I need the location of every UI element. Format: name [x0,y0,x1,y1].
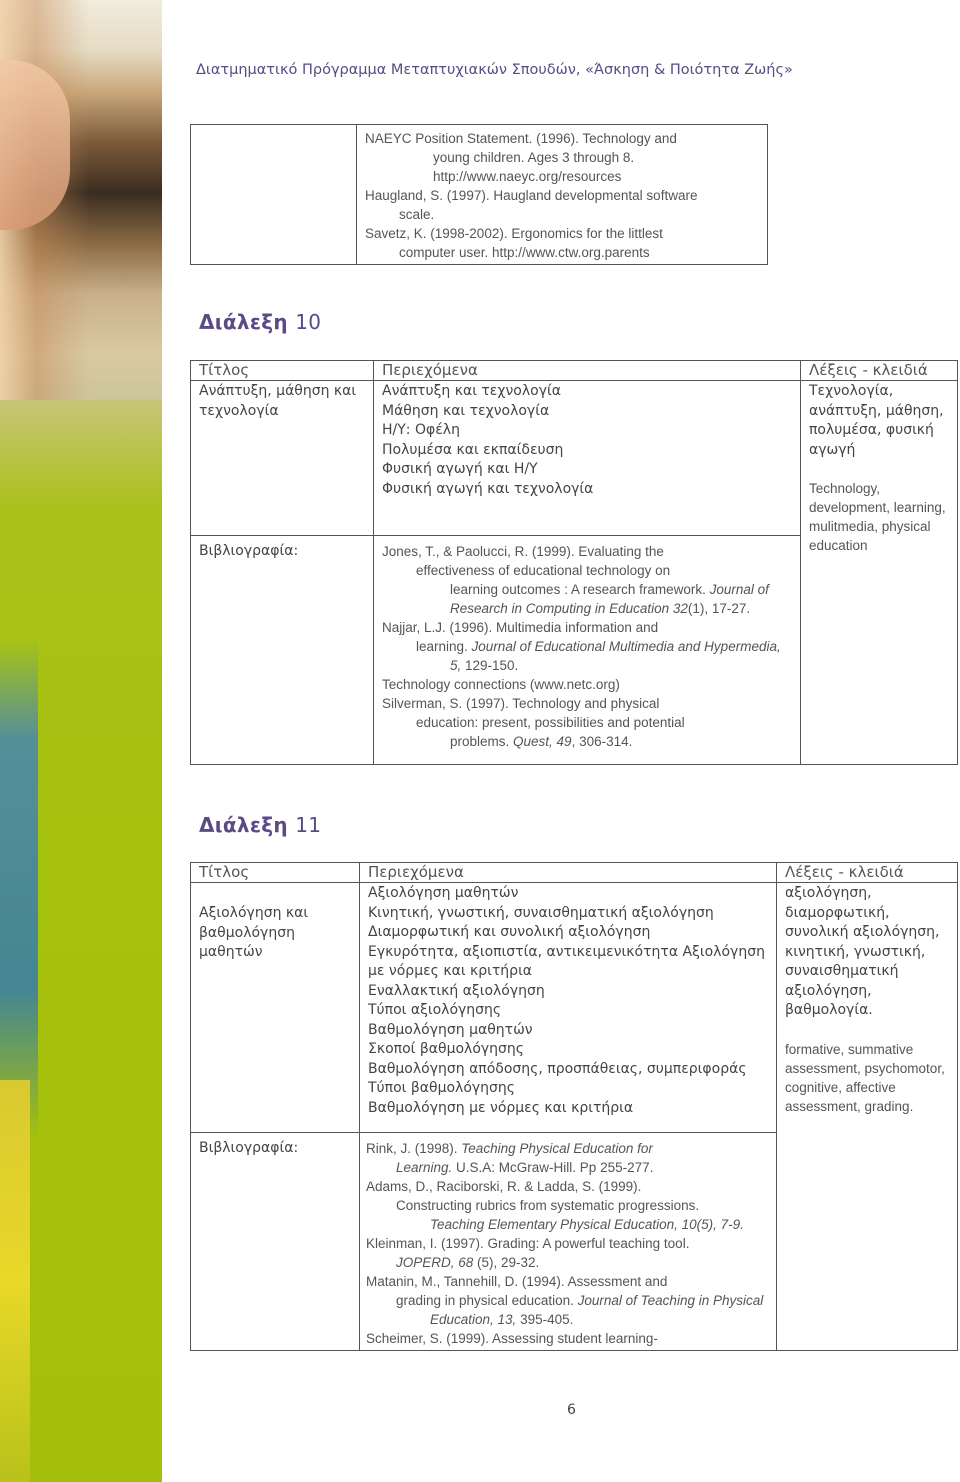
ref-haugland [365,186,759,224]
content-item: Εναλλακτική αξιολόγηση [368,982,545,999]
top-references-table [190,124,768,265]
col-title-header: Τίτλος [191,361,374,381]
ref-text: Constructing rubrics from systematic progressions. [396,1198,700,1213]
ref-naeyc [365,129,759,186]
ref-text: Kleinman, I. (1997). Grading: A powerful teaching tool. [366,1236,690,1251]
page-header: Διατμηματικό Πρόγραμμα Μεταπτυχιακών Σπουδών, «Άσκηση & Ποιότητα Ζωής» [196,62,793,78]
ref-adams [366,1177,768,1234]
col-keywords-header: Λέξεις - κλειδιά [801,361,958,381]
lecture-10-table [190,360,958,765]
lecture-title-cell: Ανάπτυξη, μάθηση και τεχνολογία [191,381,374,536]
ref-text: (1), 17-27. [687,601,751,616]
col-content-header: Περιεχόμενα [360,863,777,883]
content-item: Ανάπτυξη και τεχνολογία [382,383,561,399]
ref-najjar [382,618,792,675]
ref-text: , 306-314. [571,734,633,749]
ref-journal: Journal of Educational Multimedia and Hypermedia, 5, [450,639,781,673]
ref-text: Silverman, S. (1997). Technology and physical [382,696,660,711]
ref-rink [366,1139,768,1177]
lecture-number: 11 [295,813,322,837]
content-item: Διαμορφωτική και συνολική αξιολόγηση [368,924,651,940]
content-item: με νόρμες και κριτήρια [368,963,533,979]
content-item: Βαθμολόγηση με νόρμες και κριτήρια [368,1099,634,1116]
lecture-10-heading [199,310,321,334]
keywords-cell [801,381,958,765]
bibliography-cell [374,536,801,765]
bibliography-label: Βιβλιογραφία: [191,536,374,765]
content-item: Αξιολόγηση μαθητών [368,885,519,901]
ref-text: scale. [399,207,435,222]
content-item: Βαθμολόγηση απόδοσης, προσπάθειας, συμπεριφοράς [368,1060,747,1077]
ref-journal: Journal of Research in Computing in Education 32 [450,582,769,616]
page-number: 6 [567,1402,576,1418]
keywords-english: Technology, development, learning, mulitmedia, physical education [809,481,946,553]
ref-text: (5), 29-32. [473,1255,540,1270]
ref-text: Haugland, S. (1997). Haugland developmental software [365,188,698,203]
content-item: Φυσική αγωγή και τεχνολογία [382,480,594,497]
ref-jones [382,542,792,618]
lecture-title-cell: Αξιολόγηση και βαθμολόγηση μαθητών [191,883,360,1133]
decorative-side-strip [0,0,162,1482]
content-item: Μάθηση και τεχνολογία [382,402,550,419]
col-content-header: Περιεχόμενα [374,361,801,381]
ref-text: learning. [416,639,472,654]
content-item: Η/Υ: Οφέλη [382,422,460,438]
ref-journal: Journal of Teaching in Physical Education, 13, [430,1293,764,1327]
top-references-cell [357,125,768,265]
ref-text: 395-405. [516,1312,574,1327]
col-keywords-header: Λέξεις - κλειδιά [777,863,958,883]
lecture-11-heading [199,813,321,837]
ref-text: Jones, T., & Paolucci, R. (1999). Evaluating the [382,544,664,559]
ref-link[interactable]: http://www.naeyc.org/resources [433,169,622,184]
bibliography-label: Βιβλιογραφία: [191,1133,360,1351]
ref-text: Matanin, M., Tannehill, D. (1994). Assessment and [366,1274,668,1289]
ref-matanin [366,1272,768,1329]
ref-text: Technology connections (www.netc.org) [382,677,620,692]
content-item: Τύποι βαθμολόγησης [368,1080,516,1096]
ref-book: Learning. [396,1160,453,1175]
keywords-cell [777,883,958,1351]
ref-text: Najjar, L.J. (1996). Multimedia information and [382,620,659,635]
lecture-label: Διάλεξη [199,310,288,334]
ref-text: young children. Ages 3 through 8. [433,150,635,165]
ref-text: problems. [450,734,514,749]
ref-book: Teaching Physical Education for [461,1141,653,1156]
empty-cell [191,125,357,265]
ref-journal: Teaching Elementary Physical Education, 10(5), 7-9. [430,1217,744,1232]
ref-text: NAEYC Position Statement. (1996). Technology and [365,131,677,146]
content-item: Πολυμέσα και εκπαίδευση [382,441,564,458]
content-item: Βαθμολόγηση μαθητών [368,1021,533,1038]
ref-text: 129-150. [461,658,519,673]
keywords-greek: αξιολόγηση, διαμορφωτική, συνολική αξιολόγηση, κινητική, γνωστική, συναισθηματική αξιολόγηση, βαθμολογία. [785,885,940,1018]
ref-text: grading in physical education. [396,1293,578,1308]
ref-text: U.S.A: McGraw-Hill. Pp 255-277. [452,1160,654,1175]
content-item: Τύποι αξιολόγησης [368,1002,502,1018]
lecture-number: 10 [295,310,322,334]
bibliography-cell [360,1133,777,1351]
ref-text: Rink, J. (1998). [366,1141,462,1156]
lecture-label: Διάλεξη [199,813,288,837]
ref-savetz [365,224,759,262]
lecture-contents-cell [360,883,777,1133]
ref-netc [382,675,792,694]
ref-text: Scheimer, S. (1999). Assessing student learning- [366,1331,658,1346]
lecture-11-table [190,862,958,1351]
keywords-greek: Τεχνολογία, ανάπτυξη, μάθηση, πολυμέσα, φυσική αγωγή [809,383,944,458]
ref-journal: JOPERD, 68 [396,1255,474,1270]
ref-silverman [382,694,792,751]
ref-text: effectiveness of educational technology on [416,563,671,578]
ref-kleinman [366,1234,768,1272]
ref-journal: Quest, 49 [513,734,572,749]
ref-text: Adams, D., Raciborski, R. & Ladda, S. (1999). [366,1179,642,1194]
content-item: Εγκυρότητα, αξιοπιστία, αντικειμενικότητα Αξιολόγηση [368,943,765,960]
ref-text: Savetz, K. (1998-2002). Ergonomics for the littlest [365,226,663,241]
content-item: Φυσική αγωγή και Η/Υ [382,461,538,477]
col-title-header: Τίτλος [191,863,360,883]
ref-text: computer user. http://www.ctw.org.parents [399,245,650,260]
ref-text: learning outcomes : A research framework. [450,582,710,597]
yellow-band [0,1080,30,1482]
content-item: Σκοποί βαθμολόγησης [368,1041,525,1057]
lecture-contents-cell [374,381,801,536]
ref-text: education: present, possibilities and potential [416,715,685,730]
ref-scheimer [366,1329,768,1348]
keywords-english: formative, summative assessment, psychomotor, cognitive, affective assessment, grading. [785,1041,945,1114]
content-item: Κινητική, γνωστική, συναισθηματική αξιολόγηση [368,904,714,921]
blue-band [0,640,38,1140]
